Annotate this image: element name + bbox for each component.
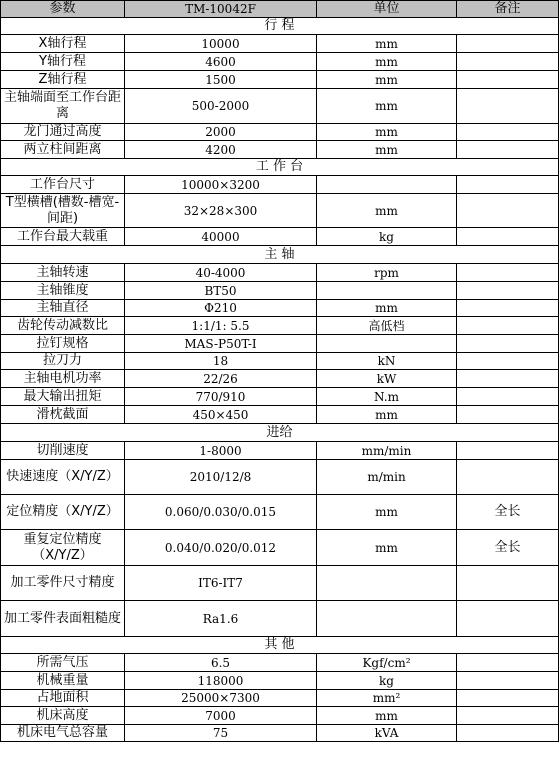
- section-title: 进给: [1, 424, 559, 442]
- spec-row: [1, 335, 559, 353]
- spec-name: 加工零件表面粗糙度: [1, 601, 125, 637]
- section-title: 主 轴: [1, 246, 559, 264]
- spec-unit: rpm: [317, 264, 457, 282]
- spec-row: [1, 566, 559, 601]
- spec-remark: [457, 725, 559, 742]
- spec-value: 450×450: [125, 406, 317, 424]
- spec-unit: [317, 176, 457, 194]
- section-row: [1, 18, 559, 35]
- spec-row: [1, 71, 559, 89]
- spec-unit: mm/min: [317, 442, 457, 460]
- spec-value: 40-4000: [125, 264, 317, 282]
- section-title: 工 作 台: [1, 159, 559, 176]
- spec-row: [1, 282, 559, 300]
- spec-remark: [457, 460, 559, 495]
- spec-name: 重复定位精度（X/Y/Z）: [1, 530, 125, 566]
- spec-remark: [457, 654, 559, 672]
- section-title: 其 他: [1, 637, 559, 654]
- spec-unit: mm: [317, 141, 457, 159]
- spec-unit: N.m: [317, 388, 457, 406]
- spec-name: 机械重量: [1, 672, 125, 690]
- spec-name: T型横槽(槽数-槽宽-间距): [1, 194, 125, 228]
- spec-remark: [457, 353, 559, 370]
- spec-unit: kVA: [317, 725, 457, 742]
- spec-row: [1, 176, 559, 194]
- section-title: 行 程: [1, 18, 559, 35]
- spec-row: [1, 317, 559, 335]
- spec-row: [1, 228, 559, 246]
- spec-value: 0.060/0.030/0.015: [125, 495, 317, 530]
- spec-row: [1, 672, 559, 690]
- spec-name: 拉刀力: [1, 353, 125, 370]
- spec-unit: [317, 282, 457, 300]
- spec-value: Ra1.6: [125, 601, 317, 637]
- spec-name: Z轴行程: [1, 71, 125, 89]
- spec-name: X轴行程: [1, 35, 125, 53]
- spec-remark: [457, 442, 559, 460]
- spec-name: 主轴转速: [1, 264, 125, 282]
- spec-unit: mm: [317, 530, 457, 566]
- spec-row: [1, 725, 559, 742]
- spec-name: 机床电气总容量: [1, 725, 125, 742]
- spec-remark: [457, 176, 559, 194]
- spec-remark: [457, 89, 559, 124]
- spec-name: 主轴锥度: [1, 282, 125, 300]
- spec-unit: mm: [317, 707, 457, 725]
- spec-name: Y轴行程: [1, 53, 125, 71]
- spec-value: 1:1/1: 5.5: [125, 317, 317, 335]
- spec-remark: [457, 35, 559, 53]
- spec-unit: mm: [317, 194, 457, 228]
- spec-unit: mm: [317, 53, 457, 71]
- spec-remark: [457, 194, 559, 228]
- spec-remark: [457, 53, 559, 71]
- spec-remark: [457, 141, 559, 159]
- spec-row: [1, 370, 559, 388]
- spec-value: 4200: [125, 141, 317, 159]
- spec-name: 所需气压: [1, 654, 125, 672]
- spec-value: Φ210: [125, 300, 317, 317]
- spec-row: [1, 654, 559, 672]
- spec-value: 22/26: [125, 370, 317, 388]
- spec-row: [1, 141, 559, 159]
- spec-name: 两立柱间距离: [1, 141, 125, 159]
- spec-value: 7000: [125, 707, 317, 725]
- section-row: [1, 246, 559, 264]
- spec-name: 占地面积: [1, 690, 125, 707]
- spec-remark: [457, 335, 559, 353]
- spec-row: [1, 35, 559, 53]
- spec-value: 10000: [125, 35, 317, 53]
- spec-value: 1500: [125, 71, 317, 89]
- spec-value: MAS-P50T-I: [125, 335, 317, 353]
- spec-row: [1, 264, 559, 282]
- spec-unit: mm: [317, 406, 457, 424]
- spec-remark: [457, 406, 559, 424]
- spec-name: 最大输出扭矩: [1, 388, 125, 406]
- header-unit: 单位: [317, 1, 457, 18]
- spec-value: BT50: [125, 282, 317, 300]
- spec-row: [1, 442, 559, 460]
- spec-remark: [457, 707, 559, 725]
- header-model: TM-10042F: [125, 1, 317, 18]
- spec-value: 40000: [125, 228, 317, 246]
- spec-row: [1, 707, 559, 725]
- spec-name: 定位精度（X/Y/Z）: [1, 495, 125, 530]
- spec-row: [1, 406, 559, 424]
- spec-unit: kW: [317, 370, 457, 388]
- spec-unit: mm: [317, 495, 457, 530]
- spec-row: [1, 353, 559, 370]
- spec-remark: 全长: [457, 495, 559, 530]
- spec-value: 18: [125, 353, 317, 370]
- spec-row: [1, 388, 559, 406]
- section-row: [1, 637, 559, 654]
- spec-name: 切削速度: [1, 442, 125, 460]
- spec-value: 75: [125, 725, 317, 742]
- spec-name: 主轴直径: [1, 300, 125, 317]
- spec-unit: [317, 566, 457, 601]
- spec-value: 118000: [125, 672, 317, 690]
- spec-row: [1, 530, 559, 566]
- spec-row: [1, 495, 559, 530]
- spec-unit: mm: [317, 35, 457, 53]
- spec-row: [1, 89, 559, 124]
- spec-remark: [457, 317, 559, 335]
- spec-name: 工作台尺寸: [1, 176, 125, 194]
- spec-remark: 全长: [457, 530, 559, 566]
- spec-value: 25000×7300: [125, 690, 317, 707]
- spec-remark: [457, 601, 559, 637]
- spec-unit: mm²: [317, 690, 457, 707]
- spec-value: 0.040/0.020/0.012: [125, 530, 317, 566]
- spec-value: 2000: [125, 124, 317, 141]
- spec-unit: kg: [317, 672, 457, 690]
- spec-remark: [457, 264, 559, 282]
- spec-remark: [457, 228, 559, 246]
- header-row: [1, 1, 559, 18]
- spec-unit: [317, 601, 457, 637]
- spec-unit: kg: [317, 228, 457, 246]
- spec-row: [1, 300, 559, 317]
- section-row: [1, 424, 559, 442]
- spec-remark: [457, 388, 559, 406]
- header-param: 参数: [1, 1, 125, 18]
- spec-name: 快速速度（X/Y/Z）: [1, 460, 125, 495]
- spec-value: 32×28×300: [125, 194, 317, 228]
- spec-remark: [457, 300, 559, 317]
- spec-name: 机床高度: [1, 707, 125, 725]
- spec-unit: 高低档: [317, 317, 457, 335]
- spec-row: [1, 53, 559, 71]
- spec-row: [1, 601, 559, 637]
- spec-table-body: [1, 1, 559, 742]
- spec-remark: [457, 566, 559, 601]
- spec-value: IT6-IT7: [125, 566, 317, 601]
- spec-unit: m/min: [317, 460, 457, 495]
- spec-unit: Kgf/cm²: [317, 654, 457, 672]
- spec-row: [1, 194, 559, 228]
- spec-remark: [457, 370, 559, 388]
- spec-value: 4600: [125, 53, 317, 71]
- spec-name: 滑枕截面: [1, 406, 125, 424]
- spec-name: 主轴电机功率: [1, 370, 125, 388]
- spec-remark: [457, 672, 559, 690]
- spec-row: [1, 460, 559, 495]
- spec-value: 6.5: [125, 654, 317, 672]
- spec-name: 加工零件尺寸精度: [1, 566, 125, 601]
- spec-remark: [457, 124, 559, 141]
- spec-unit: mm: [317, 124, 457, 141]
- spec-unit: mm: [317, 71, 457, 89]
- spec-name: 齿轮传动减数比: [1, 317, 125, 335]
- spec-name: 主轴端面至工作台距离: [1, 89, 125, 124]
- spec-row: [1, 124, 559, 141]
- header-remark: 备注: [457, 1, 559, 18]
- spec-unit: mm: [317, 89, 457, 124]
- spec-remark: [457, 71, 559, 89]
- spec-name: 拉钉规格: [1, 335, 125, 353]
- spec-value: 770/910: [125, 388, 317, 406]
- spec-remark: [457, 690, 559, 707]
- spec-remark: [457, 282, 559, 300]
- spec-value: 10000×3200: [125, 176, 317, 194]
- spec-row: [1, 690, 559, 707]
- spec-unit: [317, 335, 457, 353]
- spec-value: 500-2000: [125, 89, 317, 124]
- spec-value: 1-8000: [125, 442, 317, 460]
- section-row: [1, 159, 559, 176]
- spec-unit: mm: [317, 300, 457, 317]
- spec-value: 2010/12/8: [125, 460, 317, 495]
- spec-unit: kN: [317, 353, 457, 370]
- spec-name: 龙门通过高度: [1, 124, 125, 141]
- spec-name: 工作台最大载重: [1, 228, 125, 246]
